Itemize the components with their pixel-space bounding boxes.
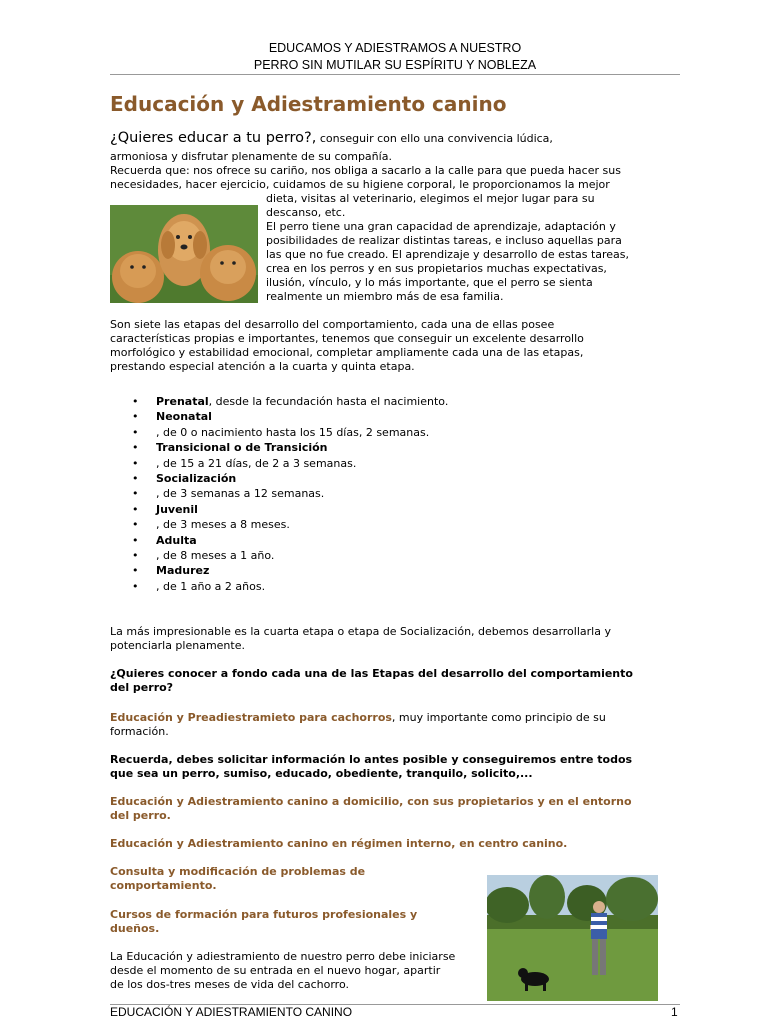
cursos-link-1[interactable]: Cursos de formación para futuros profesionales y xyxy=(110,908,418,921)
consulta-link-2[interactable]: comportamiento. xyxy=(110,879,217,892)
trainer-dog-photo xyxy=(487,875,658,1001)
header-divider xyxy=(110,74,680,75)
intro-line-2: armoniosa y disfrutar plenamente de su compañía. xyxy=(110,150,392,163)
recuerda-final-1: Recuerda, debes solicitar información lo antes posible y conseguiremos entre todos xyxy=(110,753,633,766)
list-item: • , de 15 a 21 días, de 2 a 3 semanas. xyxy=(110,456,448,471)
list-item: • , de 1 año a 2 años. xyxy=(110,579,448,594)
puppies-photo xyxy=(110,205,258,303)
page-number: 1 xyxy=(671,1005,678,1019)
conocer-line-2: del perro? xyxy=(110,681,174,694)
socializacion-line-2: potenciarla plenamente. xyxy=(110,639,245,652)
domicilio-link-2[interactable]: del perro. xyxy=(110,809,171,822)
list-item: • , de 0 o nacimiento hasta los 15 días, 2 semanas. xyxy=(110,425,448,440)
list-item: • Juvenil xyxy=(110,502,448,517)
preadiestramiento-line-2: formación. xyxy=(110,725,169,738)
header-line-1: EDUCAMOS Y ADIESTRAMOS A NUESTRO xyxy=(268,41,522,55)
preadiestramiento-line: Educación y Preadiestramieto para cachorros, muy importante como principio de su xyxy=(110,711,606,724)
domicilio-link-1[interactable]: Educación y Adiestramiento canino a domicilio, con sus propietarios y en el entorno xyxy=(110,795,632,808)
interno-link[interactable]: Educación y Adiestramiento canino en régimen interno, en centro canino. xyxy=(110,837,568,850)
etapas-intro-3: morfológico y estabilidad emocional, completar ampliamente cada una de las etapas, xyxy=(110,346,584,359)
socializacion-line-1: La más impresionable es la cuarta etapa o etapa de Socialización, debemos desarrollarla y xyxy=(110,625,611,638)
educacion-final-1: La Educación y adiestramiento de nuestro perro debe iniciarse xyxy=(110,950,456,963)
wrap-line-4: posibilidades de realizar distintas tareas, e incluso aquellas para xyxy=(266,234,622,247)
list-item: • Prenatal, desde la fecundación hasta el nacimiento. xyxy=(110,394,448,409)
wrap-line-2: descanso, etc. xyxy=(266,206,346,219)
list-item: • Socialización xyxy=(110,471,448,486)
list-item: • , de 8 meses a 1 año. xyxy=(110,548,448,563)
list-item: • , de 3 meses a 8 meses. xyxy=(110,517,448,532)
list-item: • Neonatal xyxy=(110,409,448,424)
list-item: • Madurez xyxy=(110,563,448,578)
wrap-line-3: El perro tiene una gran capacidad de aprendizaje, adaptación y xyxy=(266,220,616,233)
etapas-intro-1: Son siete las etapas del desarrollo del comportamiento, cada una de ellas posee xyxy=(110,318,555,331)
wrap-line-1: dieta, visitas al veterinario, elegimos el mejor lugar para su xyxy=(266,192,595,205)
wrap-line-7: ilusión, vínculo, y lo más importante, que el perro se sienta xyxy=(266,276,593,289)
list-item: • , de 3 semanas a 12 semanas. xyxy=(110,486,448,501)
list-item: • Adulta xyxy=(110,533,448,548)
intro-question-lead: ¿Quieres educar a tu perro?, xyxy=(110,130,317,146)
recuerda-final-2: que sea un perro, sumiso, educado, obediente, tranquilo, solicito,... xyxy=(110,767,533,780)
intro-question xyxy=(110,131,670,146)
recuerda-line-2: necesidades, hacer ejercicio, cuidamos de su higiene corporal, le proporcionamos la mejor xyxy=(110,178,610,191)
etapas-intro-2: características propias e importantes, tenemos que conseguir un excelente desarrollo xyxy=(110,332,584,345)
conocer-line-1: ¿Quieres conocer a fondo cada una de las Etapas del desarrollo del comportamiento xyxy=(110,667,633,680)
recuerda-line-1: Recuerda que: nos ofrece su cariño, nos obliga a sacarlo a la calle para que pueda hacer sus xyxy=(110,164,621,177)
footer-title: EDUCACIÓN Y ADIESTRAMIENTO CANINO xyxy=(110,1005,353,1019)
wrap-line-5: las que no fue creado. El aprendizaje y desarrollo de estas tareas, xyxy=(266,248,630,261)
list-item: • Transicional o de Transición xyxy=(110,440,448,455)
stages-list xyxy=(110,394,448,594)
wrap-line-8: realmente un miembro más de esa familia. xyxy=(266,290,504,303)
cursos-link-2[interactable]: dueños. xyxy=(110,922,160,935)
page-header xyxy=(110,40,680,74)
consulta-link-1[interactable]: Consulta y modificación de problemas de xyxy=(110,865,366,878)
header-line-2: PERRO SIN MUTILAR SU ESPÍRITU Y NOBLEZA xyxy=(253,58,537,72)
wrap-line-6: crea en los perros y en sus propietarios muchas expectativas, xyxy=(266,262,607,275)
page-title: Educación y Adiestramiento canino xyxy=(110,92,507,116)
educacion-final-3: de los dos-tres meses de vida del cachorro. xyxy=(110,978,349,991)
preadiestramiento-link[interactable]: Educación y Preadiestramieto para cachorros xyxy=(110,711,392,724)
etapas-intro-4: prestando especial atención a la cuarta y quinta etapa. xyxy=(110,360,415,373)
educacion-final-2: desde el momento de su entrada en el nuevo hogar, apartir xyxy=(110,964,441,977)
intro-question-rest: conseguir con ello una convivencia lúdica, xyxy=(316,132,553,145)
